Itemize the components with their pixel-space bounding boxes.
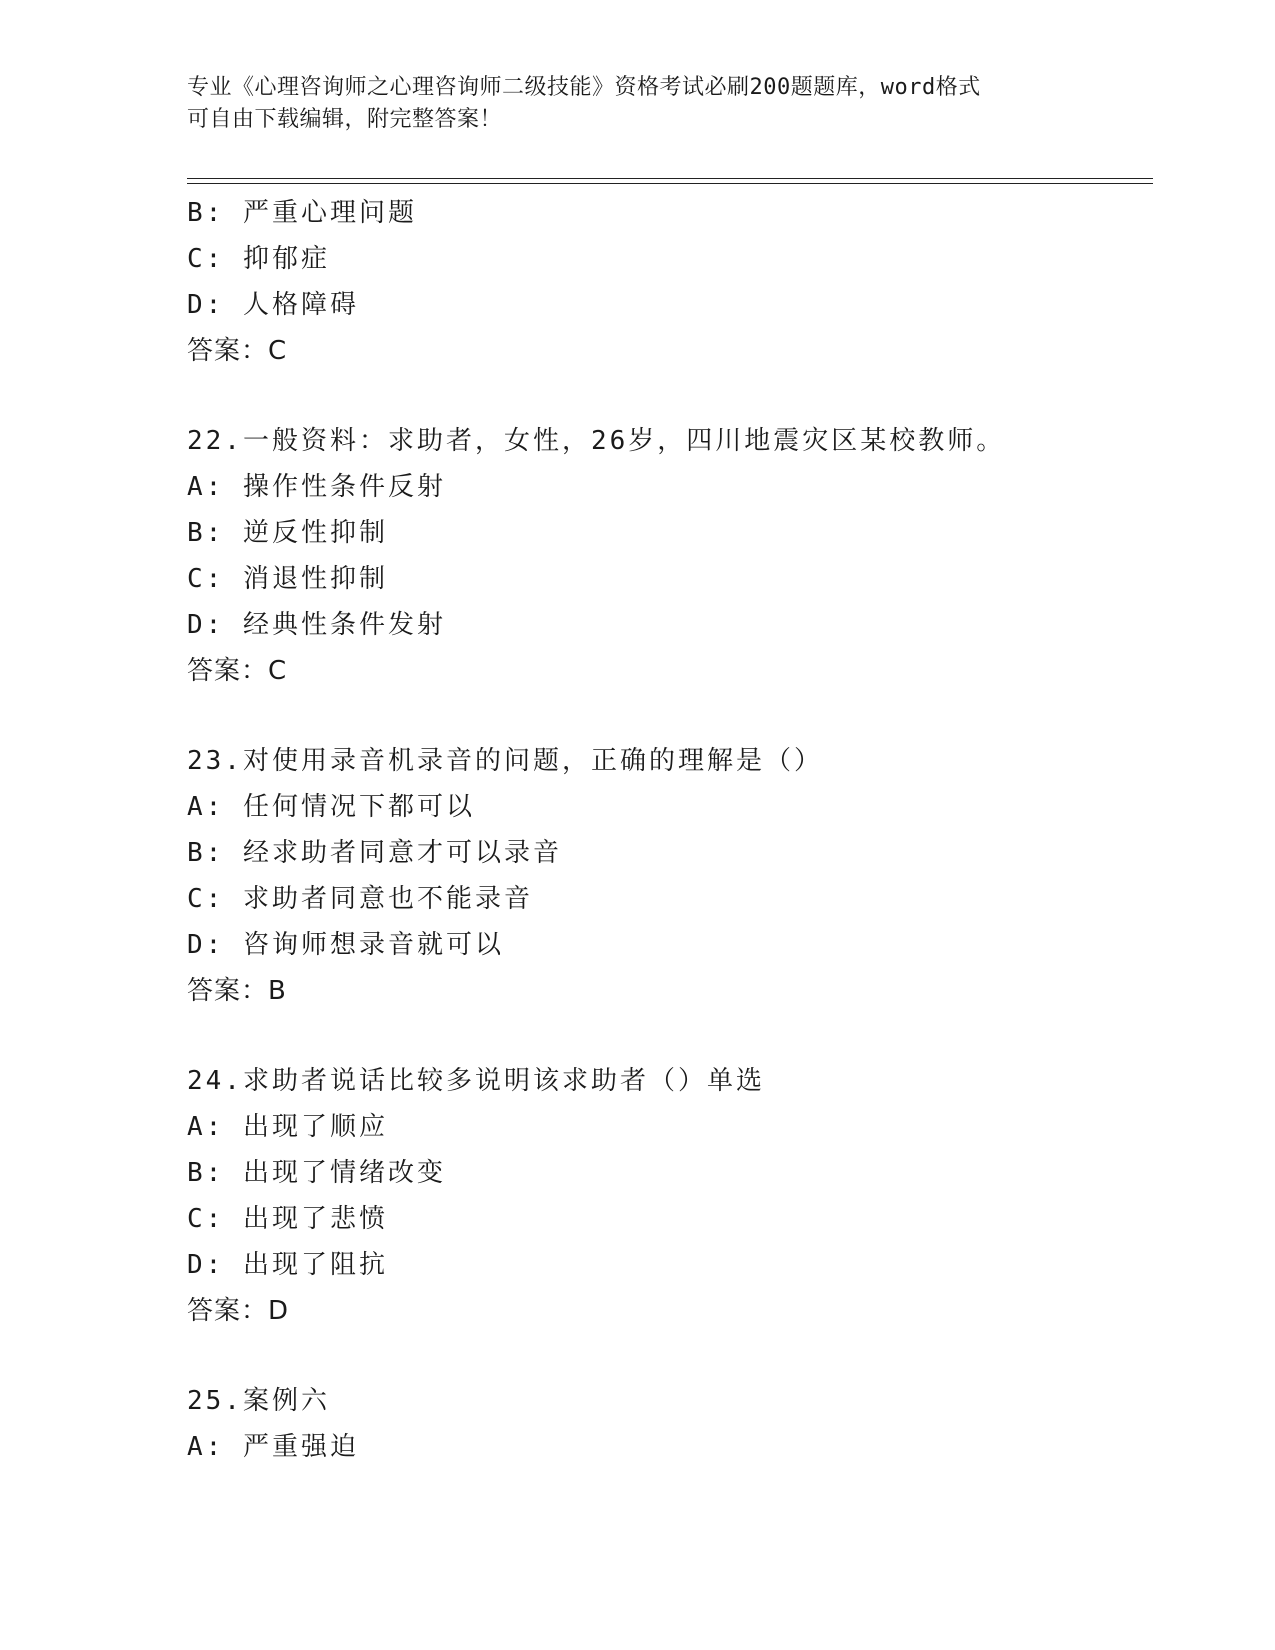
spacer xyxy=(187,1334,1153,1378)
option-b: B: 严重心理问题 xyxy=(187,198,417,228)
option-b: B: 逆反性抑制 xyxy=(187,518,388,548)
option-a: A: 严重强迫 xyxy=(187,1432,359,1462)
header-divider xyxy=(187,178,1153,184)
option-c: C: 出现了悲愤 xyxy=(187,1204,388,1234)
answer-line: 答案：C xyxy=(187,336,288,366)
spacer xyxy=(187,694,1153,738)
answer-line: 答案：C xyxy=(187,656,288,686)
spacer xyxy=(187,374,1153,418)
option-a: A: 操作性条件反射 xyxy=(187,472,446,502)
question-22 xyxy=(187,418,1153,694)
question-list xyxy=(187,190,1153,1470)
question-23 xyxy=(187,738,1153,1014)
question-stem: 23.对使用录音机录音的问题，正确的理解是（） xyxy=(187,746,823,776)
option-d: D: 人格障碍 xyxy=(187,290,359,320)
option-d: D: 经典性条件发射 xyxy=(187,610,446,640)
option-b: B: 经求助者同意才可以录音 xyxy=(187,838,562,868)
spacer xyxy=(187,1014,1153,1058)
question-stem: 25.案例六 xyxy=(187,1386,330,1416)
option-b: B: 出现了情绪改变 xyxy=(187,1158,446,1188)
header-line-1: 专业《心理咨询师之心理咨询师二级技能》资格考试必刷200题题库，word格式 xyxy=(187,75,981,100)
option-c: C: 求助者同意也不能录音 xyxy=(187,884,533,914)
option-c: C: 消退性抑制 xyxy=(187,564,388,594)
question-24 xyxy=(187,1058,1153,1334)
answer-line: 答案：D xyxy=(187,1296,290,1326)
answer-line: 答案：B xyxy=(187,976,287,1006)
option-c: C: 抑郁症 xyxy=(187,244,330,274)
question-25 xyxy=(187,1378,1153,1470)
document-header xyxy=(187,72,1067,136)
header-line-2: 可自由下载编辑，附完整答案！ xyxy=(187,107,503,132)
continued-question xyxy=(187,190,1153,374)
option-d: D: 咨询师想录音就可以 xyxy=(187,930,504,960)
option-a: A: 出现了顺应 xyxy=(187,1112,388,1142)
option-d: D: 出现了阻抗 xyxy=(187,1250,388,1280)
question-stem: 24.求助者说话比较多说明该求助者（）单选 xyxy=(187,1066,765,1096)
question-stem: 22.一般资料：求助者，女性，26岁，四川地震灾区某校教师。 xyxy=(187,426,1006,456)
option-a: A: 任何情况下都可以 xyxy=(187,792,475,822)
